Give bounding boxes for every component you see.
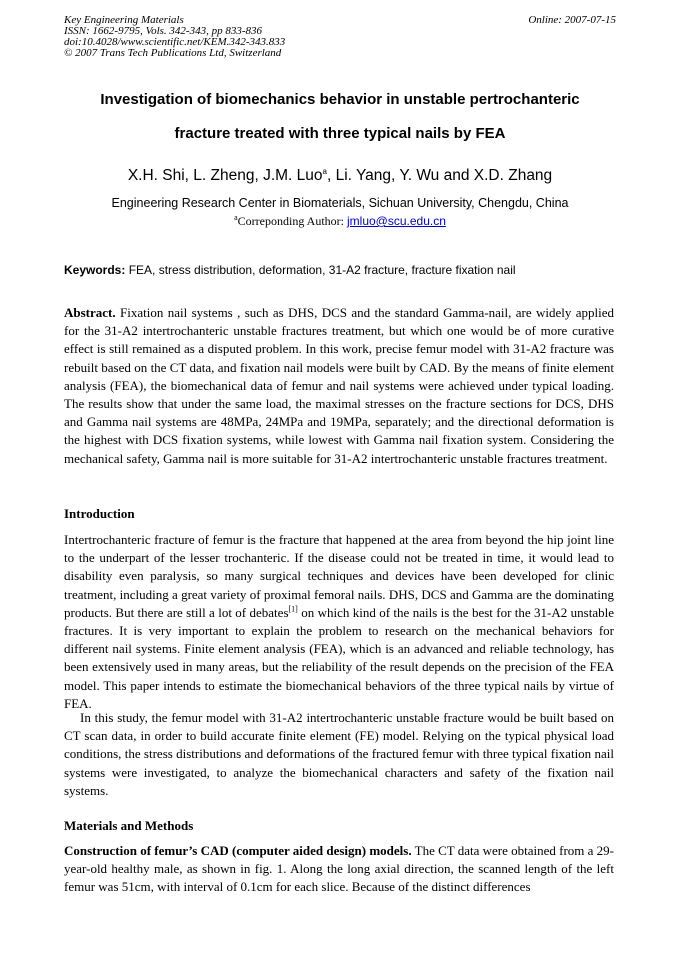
methods-sub-label: Construction of femur’s CAD (computer aided design) models. <box>64 843 412 858</box>
corresponding-author <box>64 214 616 229</box>
introduction-paragraph-2: In this study, the femur model with 31-A2 intertrochanteric unstable fracture would be built based on CT scan data, in order to build accurate finite element (FE) model. Relying on the typical physical load conditions, the stress distributions and deformations of the fractured femur with three typical fixation nail systems were investigated, to analyze the biomechanical characters and safety of the fixation nail systems. <box>64 710 614 798</box>
journal-name: Key Engineering Materials <box>64 14 184 26</box>
methods-paragraph <box>64 842 614 897</box>
intro-p1-b: on which kind of the nails is the best for the 31-A2 unstable fractures. It is very important to explain the problem to research on the mechanical behaviors for different nail systems. Finite element analysis (FEA), which is an advanced and reliable technology, has been extensively used in many areas, but the reliability of the result depends on the precision of the FEA model. This paper intends to estimate the biomechanical behaviors of the three typical nails by virtue of FEA. <box>64 604 614 711</box>
abstract-text: Fixation nail systems , such as DHS, DCS and the standard Gamma-nail, are widely applied for the 31-A2 intertrochanteric unstable fractures treatment, but which one would be of more curative effect is still remained as a disputed problem. In this work, precise femur model with 31-A2 fracture was rebuilt based on the CT data, and fixation nail models were built by CAD. By the means of finite element analysis (FEA), the biomechanical data of femur and nail systems were achieved under typical loading. The results show that under the same load, the maximal stresses on the fracture sections for DCS, DHS and Gamma nail systems are 48MPa, 24MPa and 19MPa, separately; and the directional deformation is the highest with DCS fixation systems, while lowest with Gamma nail fixation system. Considering the mechanical safety, Gamma nail is more suitable for 31-A2 intertrochanteric unstable fractures treatment. <box>64 305 614 466</box>
abstract <box>64 304 614 468</box>
corr-label: Correponding Author: <box>237 214 347 228</box>
corr-email-link[interactable]: jmluo@scu.edu.cn <box>346 214 446 228</box>
copyright: © 2007 Trans Tech Publications Ltd, Switzerland <box>64 47 282 59</box>
issn: ISSN: 1662-9795, Vols. 342-343, pp 833-836 <box>64 25 262 37</box>
introduction-paragraph-1 <box>64 531 614 713</box>
authors-part-4: , Y. Wu and X.D. Zhang <box>391 167 553 184</box>
author-list <box>64 167 616 185</box>
abstract-label: Abstract. <box>64 305 116 320</box>
methods-text: The CT data were obtained from a 29-year-old healthy male, as shown in fig. 1. Along the long axial direction, the scanned length of the left femur was 51cm, with interval of 0.1cm for each slice. Because of the distinct differences <box>64 843 615 895</box>
intro-p1-a: Intertrochanteric fracture of femur is the fracture that happened at the area from beyond the hip joint line to the underpart of the lesser trochanteric. If the disease could not be treated in time, it would lead to disability even paralysis, so many surgical techniques and devices have been developed for clinic treatment, including a great variety of proximal femoral nails. DHS, DCS and Gamma are the dominating products. But there are still a lot of debates <box>64 532 614 620</box>
methods-heading: Materials and Methods <box>64 818 194 833</box>
authors-part-1: X.H. Shi, L. Zheng <box>127 167 255 184</box>
introduction-heading: Introduction <box>64 506 135 521</box>
keywords-label: Keywords: <box>64 263 126 277</box>
title-line-2: fracture treated with three typical nails by FEA <box>174 125 506 142</box>
keywords <box>64 263 616 277</box>
citation-ref: [1] <box>288 604 298 614</box>
corr-sup: a <box>234 213 238 222</box>
title-line-1: Investigation of biomechanics behavior in unstable pertrochanteric <box>100 91 580 108</box>
authors-part-2: , J.M. Luo <box>254 167 323 184</box>
keywords-text: FEA, stress distribution, deformation, 31-A2 fracture, fracture fixation nail <box>125 263 516 277</box>
online-date: Online: 2007-07-15 <box>528 14 616 26</box>
doi: doi:10.4028/www.scientific.net/KEM.342-343.833 <box>64 36 286 48</box>
authors-part-3: , Li. Yang <box>326 167 392 184</box>
affiliation: Engineering Research Center in Biomaterials, Sichuan University, Chengdu, China <box>111 196 569 210</box>
journal-header <box>64 15 616 59</box>
authors-sup: a <box>322 166 327 176</box>
